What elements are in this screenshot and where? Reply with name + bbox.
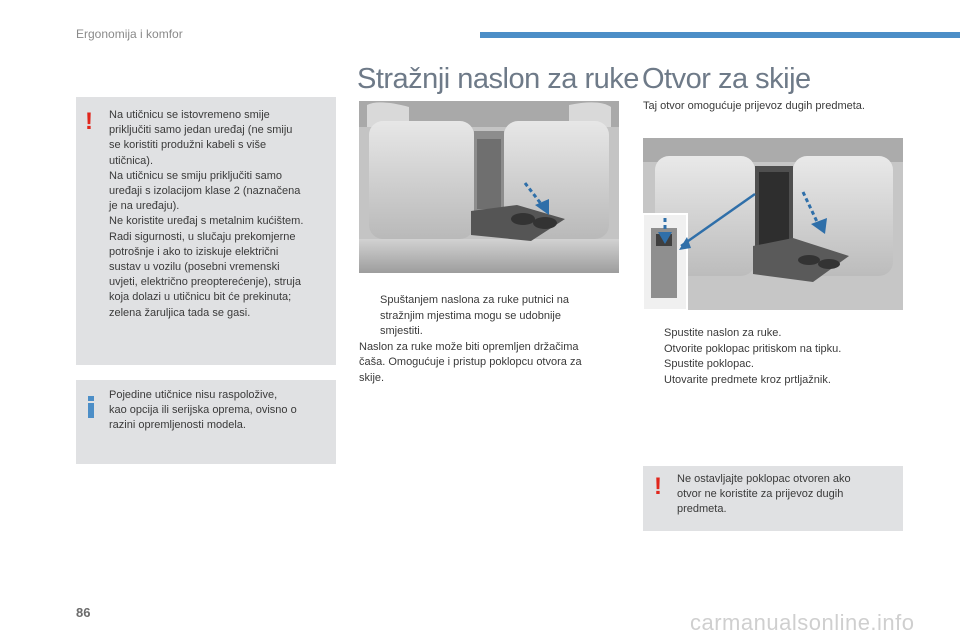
warning-line: se koristiti produžni kabeli s više	[109, 139, 267, 152]
warning-line: uređaji s izolacijom klase 2 (naznačena	[109, 185, 301, 198]
ski-hatch-warning-text	[677, 472, 899, 518]
ski-step	[643, 357, 905, 373]
armrest-bullet-line: Spuštanjem naslona za ruke putnici na	[380, 294, 569, 306]
ski-step-text: Utovarite predmete kroz prtljažnik.	[664, 373, 831, 386]
ski-hatch-intro: Taj otvor omogućuje prijevoz dugih predmeta.	[643, 100, 865, 112]
info-line: kao opcija ili serijska oprema, ovisno o	[109, 404, 297, 417]
ski-warning-line: otvor ne koristite za prijevoz dugih	[677, 488, 844, 501]
warning-line: zelena žaruljica tada se gasi.	[109, 306, 251, 319]
armrest-bullet-line: stražnjim mjestima mogu se udobnije	[380, 309, 561, 322]
socket-availability-info-text	[109, 388, 331, 434]
armrest-body-line: čaša. Omogućuje i pristup poklopcu otvora za	[359, 356, 582, 368]
warning-line: potrošnje i ako to iziskuje električni	[109, 245, 279, 258]
ski-step	[643, 342, 905, 358]
info-line: Pojedine utičnice nisu raspoložive,	[109, 389, 278, 401]
warning-line: priključiti samo jedan uređaj (ne smiju	[109, 124, 293, 137]
warning-line: uvjeti, električno preopterećenje), struja	[109, 276, 301, 289]
armrest-body-line: skije.	[359, 371, 385, 384]
watermark: carmanualsonline.info	[690, 610, 915, 635]
armrest-text	[359, 293, 619, 386]
socket-availability-info-box	[76, 380, 336, 464]
warning-line: je na uređaju).	[109, 200, 180, 213]
warning-line: Radi sigurnosti, u slučaju prekomjerne	[109, 230, 296, 243]
power-socket-warning-text	[109, 108, 335, 321]
warning-line: koja dolazi u utičnicu bit će prekinuta;	[109, 291, 292, 304]
page-number: 86	[76, 605, 91, 620]
exclamation-icon: !	[654, 473, 662, 500]
header-accent-bar	[480, 32, 960, 38]
ski-step-text: Otvorite poklopac pritiskom na tipku.	[664, 342, 842, 355]
ski-hatch-steps	[643, 326, 905, 388]
ski-warning-line: predmeta.	[677, 503, 727, 516]
ski-step	[643, 373, 905, 389]
ski-hatch-warning-box	[643, 466, 903, 531]
armrest-section-title: Stražnji naslon za ruke	[357, 63, 639, 95]
ski-hatch-photo	[643, 138, 903, 310]
exclamation-icon: !	[85, 108, 93, 135]
armrest-bullet-line: smjestiti.	[380, 325, 423, 337]
ski-hatch-section-title: Otvor za skije	[642, 63, 811, 95]
ski-step-text: Spustite poklopac.	[664, 358, 754, 370]
power-socket-warning-box	[76, 97, 336, 365]
ski-warning-line: Ne ostavljajte poklopac otvoren ako	[677, 473, 851, 485]
warning-line: Na utičnicu se smiju priključiti samo	[109, 169, 282, 182]
warning-line: Na utičnicu se istovremeno smije	[109, 109, 270, 121]
armrest-body-line: Naslon za ruke može biti opremljen držačima	[359, 340, 579, 353]
armrest-bullet	[359, 293, 619, 340]
info-line: razini opremljenosti modela.	[109, 419, 246, 432]
section-header: Ergonomija i komfor	[76, 27, 183, 41]
ski-step-text: Spustite naslon za ruke.	[664, 327, 782, 339]
armrest-photo	[359, 101, 619, 273]
ski-step	[643, 326, 905, 342]
warning-line: utičnica).	[109, 154, 154, 167]
warning-line: Ne koristite uređaj s metalnim kućištem.	[109, 215, 304, 228]
info-icon	[88, 396, 94, 418]
warning-line: sustav u vozilu (posebni vremenski	[109, 261, 280, 274]
